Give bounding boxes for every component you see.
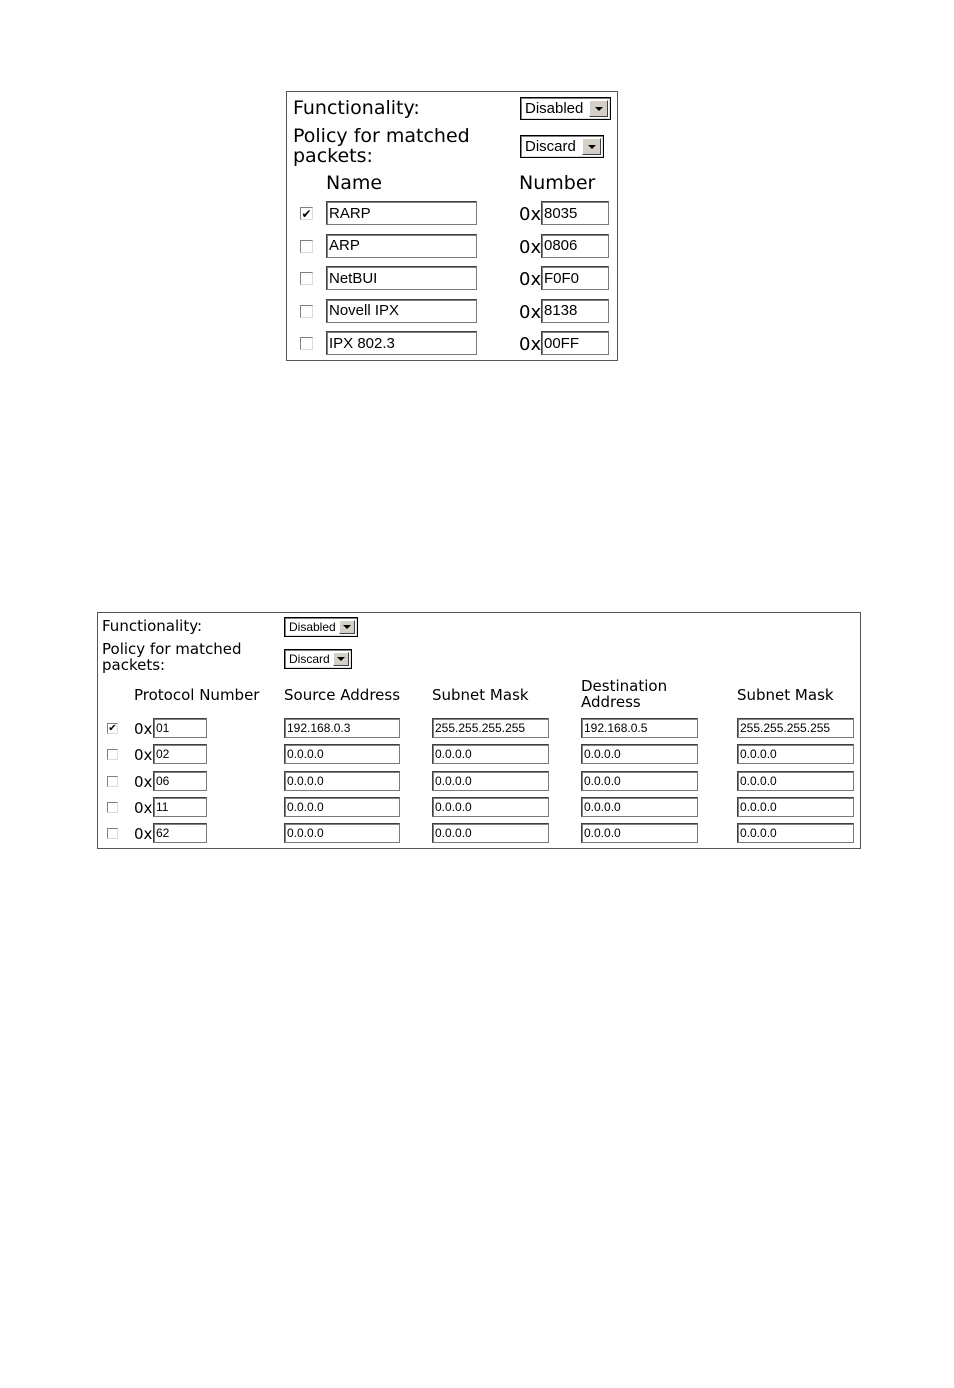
table-row	[98, 770, 860, 792]
functionality-value: Disabled	[525, 100, 584, 117]
list-item	[287, 233, 617, 259]
column-header-destination-address	[581, 679, 667, 711]
protocol-number-input[interactable]: F0F0	[541, 266, 609, 290]
source-subnet-mask-input[interactable]: 255.255.255.255	[432, 718, 549, 738]
hex-prefix-label: 0x	[134, 772, 153, 791]
protocol-number-input[interactable]: 02	[153, 744, 207, 764]
policy-label	[293, 127, 470, 167]
policy-label-line1: Policy for matched	[293, 125, 470, 147]
protocol-number-input[interactable]: 11	[153, 797, 207, 817]
row-checkbox[interactable]	[300, 207, 313, 220]
protocol-number-input[interactable]: 00FF	[541, 331, 609, 355]
destination-subnet-mask-input[interactable]: 0.0.0.0	[737, 823, 854, 843]
protocol-name-input[interactable]: IPX 802.3	[326, 331, 477, 355]
row-checkbox[interactable]	[300, 337, 313, 350]
source-subnet-mask-input[interactable]: 0.0.0.0	[432, 771, 549, 791]
policy-label-line1: Policy for matched	[102, 640, 242, 658]
row-checkbox[interactable]	[300, 305, 313, 318]
check-icon: ✔	[301, 206, 312, 221]
table-row	[98, 743, 860, 765]
policy-value: Discard	[525, 138, 576, 155]
destination-subnet-mask-input[interactable]: 0.0.0.0	[737, 744, 854, 764]
destination-header-line1: Destination	[581, 677, 668, 695]
chevron-down-icon[interactable]	[333, 652, 349, 666]
protocol-number-input[interactable]: 01	[153, 718, 207, 738]
destination-address-input[interactable]: 0.0.0.0	[581, 744, 698, 764]
chevron-down-icon[interactable]	[589, 100, 608, 117]
table-row	[98, 717, 860, 739]
protocol-number-input[interactable]: 06	[153, 771, 207, 791]
destination-address-input[interactable]: 0.0.0.0	[581, 797, 698, 817]
row-checkbox[interactable]	[300, 272, 313, 285]
source-subnet-mask-input[interactable]: 0.0.0.0	[432, 744, 549, 764]
column-header-source-address: Source Address	[284, 686, 401, 704]
source-subnet-mask-input[interactable]: 0.0.0.0	[432, 823, 549, 843]
protocol-number-input[interactable]: 62	[153, 823, 207, 843]
hex-prefix-label: 0x	[519, 204, 542, 225]
destination-subnet-mask-input[interactable]: 0.0.0.0	[737, 797, 854, 817]
destination-subnet-mask-input[interactable]: 255.255.255.255	[737, 718, 854, 738]
destination-address-input[interactable]: 0.0.0.0	[581, 771, 698, 791]
source-address-input[interactable]: 0.0.0.0	[284, 771, 400, 791]
protocol-number-input[interactable]: 8138	[541, 299, 609, 323]
protocol-name-input[interactable]: NetBUI	[326, 266, 477, 290]
protocol-name-input[interactable]: RARP	[326, 201, 477, 225]
table-row	[98, 796, 860, 818]
policy-label-line2: packets:	[102, 655, 166, 674]
destination-subnet-mask-input[interactable]: 0.0.0.0	[737, 771, 854, 791]
column-header-subnet-mask: Subnet Mask	[432, 686, 529, 704]
protocol-name-input[interactable]: ARP	[326, 234, 477, 258]
functionality-select[interactable]	[284, 617, 358, 637]
protocol-number-input[interactable]: 8035	[541, 201, 609, 225]
column-header-name: Name	[326, 172, 383, 194]
hex-prefix-label: 0x	[134, 825, 153, 844]
policy-value: Discard	[289, 652, 330, 666]
hex-prefix-label: 0x	[134, 746, 153, 765]
column-header-destination-subnet-mask: Subnet Mask	[737, 686, 834, 704]
list-item	[287, 200, 617, 226]
functionality-select[interactable]	[520, 97, 611, 120]
policy-select[interactable]	[520, 135, 604, 158]
hex-prefix-label: 0x	[519, 269, 542, 290]
protocol-name-input[interactable]: Novell IPX	[326, 299, 477, 323]
destination-header-line2: Address	[581, 692, 641, 711]
chevron-down-icon[interactable]	[339, 620, 355, 634]
mac-filter-panel	[286, 91, 618, 361]
source-subnet-mask-input[interactable]: 0.0.0.0	[432, 797, 549, 817]
chevron-down-icon[interactable]	[582, 138, 601, 155]
hex-prefix-label: 0x	[519, 301, 542, 323]
ip-filter-panel	[97, 612, 861, 849]
source-address-input[interactable]: 0.0.0.0	[284, 797, 400, 817]
list-item	[287, 265, 617, 291]
list-item	[287, 330, 617, 356]
functionality-label: Functionality:	[102, 617, 203, 635]
hex-prefix-label: 0x	[134, 720, 153, 738]
list-item	[287, 298, 617, 324]
row-checkbox[interactable]	[107, 802, 118, 813]
table-row	[98, 822, 860, 844]
row-checkbox[interactable]	[107, 723, 118, 734]
row-checkbox[interactable]	[107, 828, 118, 839]
column-header-protocol-number: Protocol Number	[134, 686, 260, 704]
row-checkbox[interactable]	[107, 776, 118, 787]
destination-address-input[interactable]: 0.0.0.0	[581, 823, 698, 843]
column-header-number: Number	[519, 172, 596, 194]
source-address-input[interactable]: 0.0.0.0	[284, 823, 400, 843]
check-icon: ✔	[108, 722, 117, 734]
protocol-number-input[interactable]: 0806	[541, 234, 609, 258]
policy-label-line2: packets:	[293, 144, 373, 167]
policy-select[interactable]	[284, 649, 352, 669]
hex-prefix-label: 0x	[519, 334, 542, 355]
row-checkbox[interactable]	[107, 749, 118, 760]
functionality-label: Functionality:	[293, 97, 420, 119]
row-checkbox[interactable]	[300, 240, 313, 253]
destination-address-input[interactable]: 192.168.0.5	[581, 718, 698, 738]
functionality-value: Disabled	[289, 620, 336, 634]
source-address-input[interactable]: 0.0.0.0	[284, 744, 400, 764]
hex-prefix-label: 0x	[134, 798, 153, 817]
source-address-input[interactable]: 192.168.0.3	[284, 718, 400, 738]
policy-label	[102, 642, 242, 674]
hex-prefix-label: 0x	[519, 236, 542, 258]
